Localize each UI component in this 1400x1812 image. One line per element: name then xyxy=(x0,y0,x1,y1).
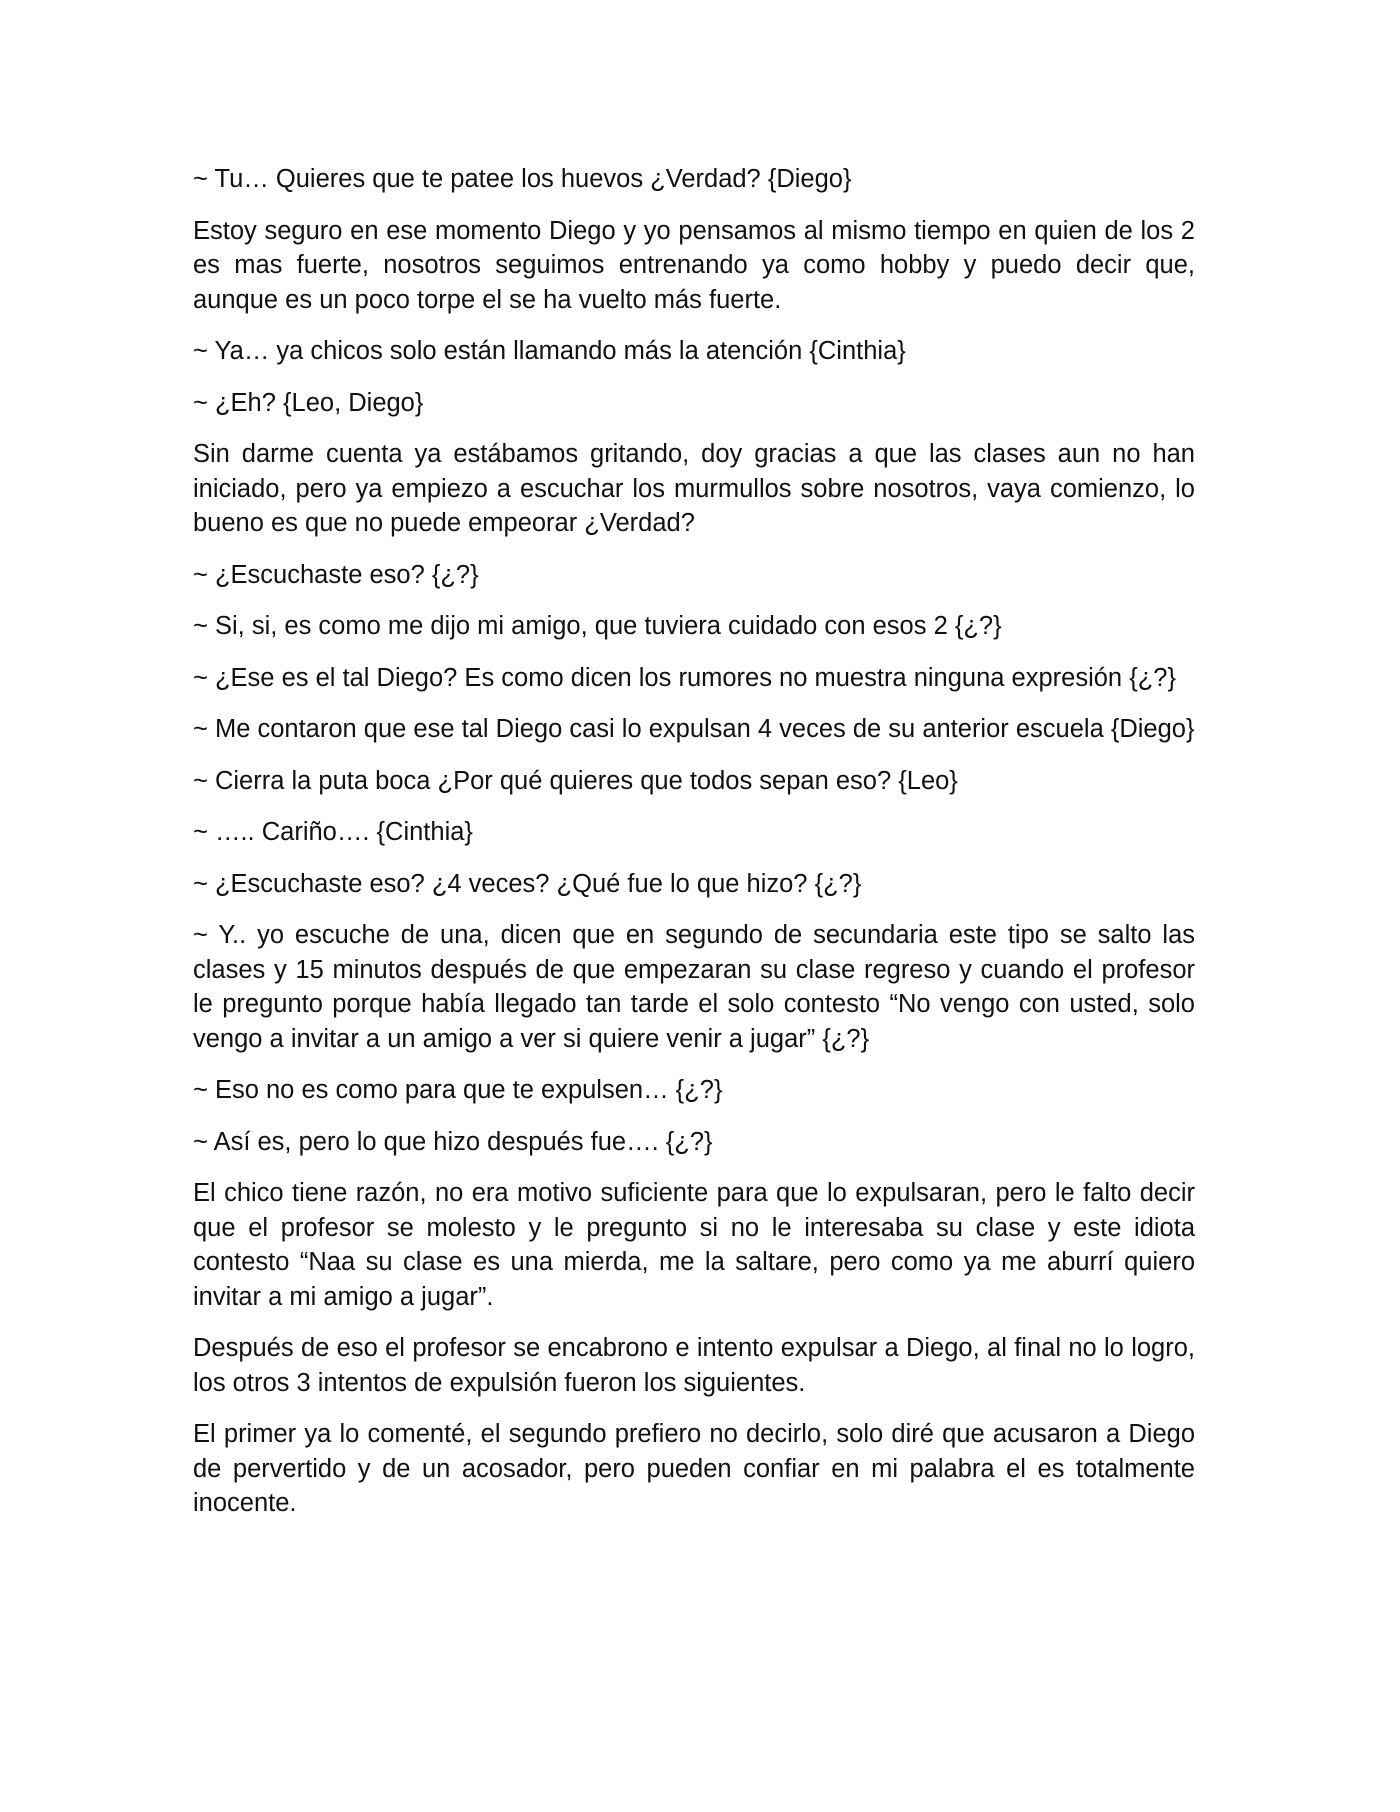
document-page xyxy=(193,162,1195,1521)
dialogue-line: ~ Y.. yo escuche de una, dicen que en segundo de secundaria este tipo se salto las clases y 15 minutos después de que empezaran su clase regreso y cuando el profesor le pregunto porque había llegado tan tarde el solo contesto “No vengo con usted, solo vengo a invitar a un amigo a ver si quiere venir a jugar” {¿?} xyxy=(193,921,1195,1053)
dialogue-line: ~ Cierra la puta boca ¿Por qué quieres que todos sepan eso? {Leo} xyxy=(193,766,958,795)
dialogue-line: ~ ….. Cariño…. {Cinthia} xyxy=(193,818,473,846)
narration-paragraph: El chico tiene razón, no era motivo suficiente para que lo expulsaran, pero le falto decir que el profesor se molesto y le pregunto si no le interesaba su clase y este idiota contesto “Naa su clase es una mierda, me la saltare, pero como ya me aburrí quiero invitar a mi amigo a jugar”. xyxy=(193,1179,1195,1311)
dialogue-line: ~ Eso no es como para que te expulsen… {¿?} xyxy=(193,1076,723,1104)
narration-paragraph: Sin darme cuenta ya estábamos gritando, doy gracias a que las clases aun no han iniciado, pero ya empiezo a escuchar los murmullos sobre nosotros, vaya comienzo, lo bueno es que no puede empeorar ¿Verdad? xyxy=(193,440,1195,537)
dialogue-line: ~ ¿Eh? {Leo, Diego} xyxy=(193,388,424,417)
narration-paragraph: El primer ya lo comenté, el segundo prefiero no decirlo, solo diré que acusaron a Diego de pervertido y de un acosador, pero pueden confiar en mi palabra el es totalmente inocente. xyxy=(193,1420,1195,1517)
dialogue-line: ~ ¿Escuchaste eso? {¿?} xyxy=(193,560,479,589)
dialogue-line: ~ ¿Ese es el tal Diego? Es como dicen los rumores no muestra ninguna expresión {¿?} xyxy=(193,663,1176,692)
dialogue-line: ~ ¿Escuchaste eso? ¿4 veces? ¿Qué fue lo que hizo? {¿?} xyxy=(193,869,862,898)
dialogue-line: ~ Ya… ya chicos solo están llamando más la atención {Cinthia} xyxy=(193,337,906,365)
dialogue-line: ~ Si, si, es como me dijo mi amigo, que tuviera cuidado con esos 2 {¿?} xyxy=(193,612,1002,640)
narration-paragraph: Estoy seguro en ese momento Diego y yo pensamos al mismo tiempo en quien de los 2 es mas fuerte, nosotros seguimos entrenando ya como hobby y puedo decir que, aunque es un poco torpe el se ha vuelto más fuerte. xyxy=(193,216,1195,314)
narration-paragraph: Después de eso el profesor se encabrono e intento expulsar a Diego, al final no lo logro, los otros 3 intentos de expulsión fueron los siguientes. xyxy=(193,1334,1195,1397)
dialogue-line: ~ Así es, pero lo que hizo después fue…. {¿?} xyxy=(193,1127,713,1156)
dialogue-line: ~ Me contaron que ese tal Diego casi lo expulsan 4 veces de su anterior escuela {Diego} xyxy=(193,715,1195,743)
dialogue-line: ~ Tu… Quieres que te patee los huevos ¿Verdad? {Diego} xyxy=(193,165,852,193)
